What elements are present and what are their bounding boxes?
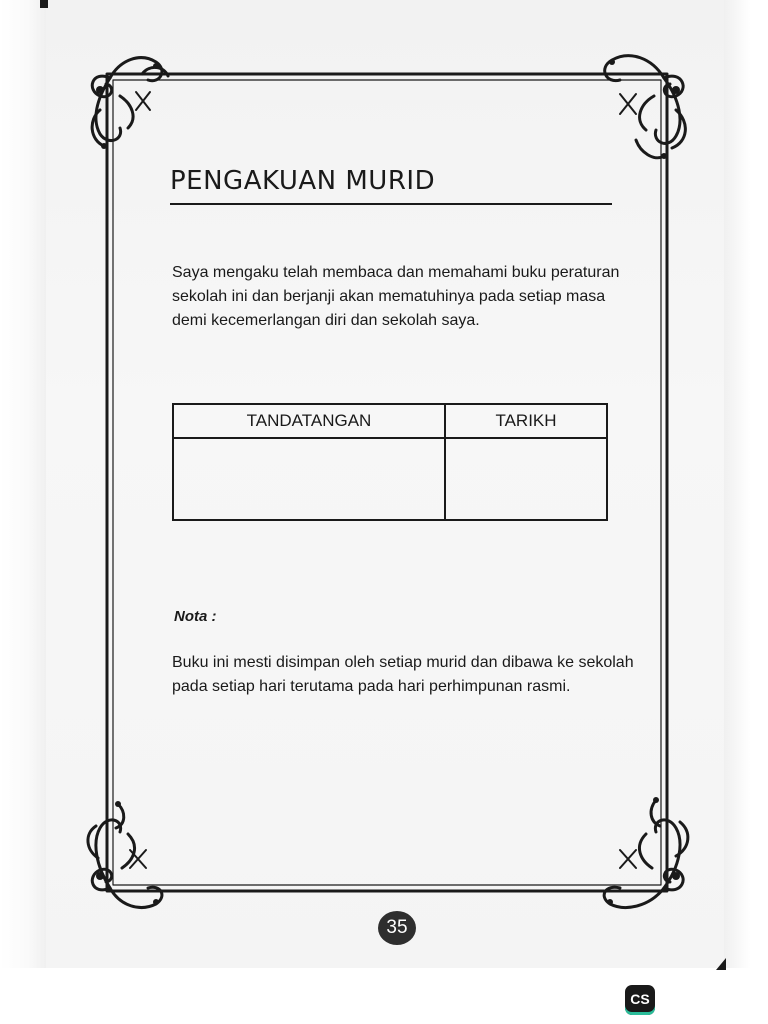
signature-table-header-row — [173, 404, 607, 438]
page-number-badge: 35 — [378, 911, 416, 945]
signature-table — [172, 403, 608, 521]
note-text: Buku ini mesti disimpan oleh setiap murid dan dibawa ke sekolah pada setiap hari terutama pada hari perhimpunan rasmi. — [172, 654, 634, 695]
flourish-top-right — [605, 56, 686, 158]
date-column-header: TARIKH — [445, 404, 607, 438]
flourish-top-left — [92, 58, 168, 146]
camscanner-logo: CS — [625, 985, 655, 1015]
signature-column-header: TANDATANGAN — [173, 404, 445, 438]
note-label: Nota : — [174, 608, 217, 625]
table-row — [173, 438, 607, 520]
signature-cell[interactable] — [173, 438, 445, 520]
date-cell[interactable] — [445, 438, 607, 520]
title-underline — [170, 203, 612, 205]
page-title: PENGAKUAN MURID — [170, 166, 436, 196]
declaration-text: Saya mengaku telah membaca dan memahami buku peraturan sekolah ini dan berjanji akan mematuhinya pada setiap masa demi kecemerlangan diri dan sekolah saya. — [172, 264, 620, 329]
